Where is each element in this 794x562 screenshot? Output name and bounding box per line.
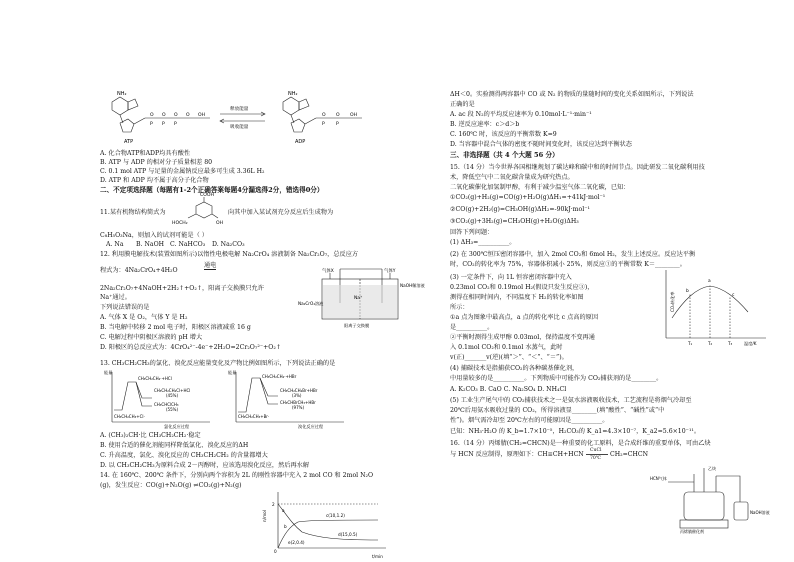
q11-oh: OH: [216, 221, 224, 226]
q15-t2: T₂: [708, 341, 713, 346]
q15-point-c: c: [732, 293, 735, 298]
svg-text:P: P: [162, 122, 165, 127]
q10-option-d: D. ATP 和 ADP 均不属于高分子化合物: [100, 177, 209, 184]
q15-p5d: 已知：NH₃·H₂O 的 K_b=1.7×10⁻⁵，H₂CO₃的 K_a1=4.3×10⁻⁷，K_a2=5.6×10⁻¹¹。: [450, 428, 701, 435]
svg-text:OH: OH: [350, 113, 358, 118]
fig1-ylabel: 能量: [104, 370, 113, 375]
q16-fig-naoh: NaOH溶液: [750, 510, 770, 515]
q12-option-d: D. 阳极区的总反应式为：4CrO₄²⁻-4e⁻+2H₂O=2Cr₂O₇²⁻+O₂↑: [100, 344, 282, 351]
svg-text:O: O: [186, 113, 190, 118]
q14-graph: [262, 490, 388, 560]
q11-line1b: 向其中加入某试剂充分反应后生成物为: [228, 209, 334, 216]
q13-option-d: D. 以 CH₃CH₂CH₃为原料合成 2－丙醇时，应该选用溴化反应，然后再水解: [100, 462, 310, 469]
q14-option-a: A. ac 段 N₂的平均反应速率为 0.10mol·L⁻¹·min⁻¹: [450, 111, 592, 118]
svg-text:O: O: [336, 113, 340, 118]
co2-conversion-graph: [650, 268, 770, 348]
adp-nh2: NH₂: [288, 91, 298, 97]
bromination-energy-figure: [228, 370, 348, 430]
q14-option-d: D. 当容器中混合气体的密度不随时间变化时，该反应达到平衡状态: [450, 141, 632, 148]
fig2-start: CH₃CH₂CH₃+Br·: [238, 414, 270, 419]
q15-p5a: (5) 工业生产尾气中的 CO₂捕获技术之一是氨水溶液吸收技术，工艺流程是将烟气冷却至: [450, 397, 692, 404]
q15-point-a: a: [708, 279, 711, 284]
q11-option-c: C. NaHCO₃: [170, 241, 206, 248]
q12-line1: 12. 利用膜电解技术(装置如图所示)以惰性电极电解 Na₂CrO₄ 溶液制备 Na₂Cr₂O₇，总反应方: [100, 251, 359, 258]
q11-option-a: A. Na: [106, 241, 124, 248]
q16-l2: 与 HCN 反应制得，原理如下：CH≡CH+HCN: [450, 451, 584, 458]
section-2-heading: 二、不定项选择题（每题有1-2个正确答案每题4分漏选得2分，错选得0分）: [100, 186, 324, 194]
q15-eq1: ①CO₂(g)+H₂(g)=CO(g)+H₂O(g)ΔH₁=+41kJ·mol⁻¹: [450, 194, 606, 201]
q15-t3: T₃: [728, 341, 733, 346]
svg-text:COOH: COOH: [200, 193, 214, 198]
q13-option-b: B. 使用合适的催化剂能同样降低氯化、溴化反应的ΔH: [100, 442, 249, 449]
q16-cond2: 70℃: [590, 456, 601, 461]
chlorination-energy-figure: [104, 370, 214, 430]
atp-label: ATP: [124, 139, 134, 145]
section-3-heading: 三、非选择题（共 4 个大题 56 分）: [450, 151, 559, 159]
q15-l4: 回答下列问题：: [450, 229, 494, 236]
q15-xlabel: 温度/K: [744, 341, 757, 346]
na-ion-label: Na⁺: [354, 296, 363, 301]
atp-nh2: NH₂: [117, 91, 127, 97]
fig1-p2b: (55%): [166, 407, 179, 412]
fig2-p2: CH₃CHBrCH₃+HBr: [280, 400, 316, 405]
arrow-bottom-label: 吸收能量: [230, 125, 249, 130]
q16-fig-caption: 丙烯腈催化剂: [680, 529, 704, 534]
q15-p3a: (3) 一定条件下，向 1L 恒容密闭容器中充入: [450, 274, 572, 281]
q10-option-b: B. ATP 与 ADP 的相对分子质量相差 80: [100, 159, 213, 166]
q15-opts: A. K₂CO₃ B. CaO C. Na₂SO₄ D. NH₄Cl: [450, 386, 567, 393]
r-line2: 正确的是: [450, 101, 475, 108]
fig1-top: CH₃CH₂CH₂·+HCl: [138, 376, 172, 381]
q10-option-a: A. 化合物ATP和ADP均具有酸性: [100, 150, 191, 157]
q15-p3g: ②平衡时测得生成甲醇 0.03mol，保持温度不变再通: [450, 334, 595, 341]
svg-text:O: O: [162, 113, 166, 118]
q15-l2: 术，降低空气中二氧化碳含量成为研究热点。: [450, 174, 574, 181]
q15-p3b: 0.23mol CO₂和 0.19mol H₂(假设只发生反应③)，: [450, 284, 594, 291]
q15-l1: 15.（14 分）当今世界各国相继规划了碳达峰和碳中和的时间节点。因此研发二氧化碳利用技: [450, 164, 705, 171]
fig1-p1: CH₃CH₂CH₂Cl+HCl: [154, 388, 191, 393]
q11-option-d: D. Na₂CO₃: [212, 241, 245, 248]
r-line1: ΔH＜0。实验测得两容器中 CO 或 N₂ 的物质的量随时间的变化关系如图所示，下列说法: [450, 91, 694, 98]
q14-ymark: 2: [272, 502, 275, 507]
fig2-xlabel: 溴化反应过程: [298, 424, 324, 429]
q15-p1: (1) ΔH₃=__________。: [450, 239, 516, 246]
q10-option-c: C. 0.1 mol ATP 与足量的金属钠反应最多可生成 3.36L H₂: [100, 168, 265, 175]
q14-c: c(10,1.2): [326, 513, 345, 518]
svg-text:P: P: [322, 122, 325, 127]
q16-fig-hcn: HCN气体: [650, 476, 667, 481]
fig2-ylabel: 能量: [228, 370, 237, 375]
q15-p2b: 时，CO₂的转化率为 75%，容器体积减小 25%，则反应①的平衡常数 K＝________。: [450, 261, 686, 268]
svg-text:O: O: [150, 113, 154, 118]
q16-fig-acetylene: 乙炔: [708, 466, 716, 471]
q12-line4: Na⁺通过。: [100, 294, 131, 301]
q12-option-c: C. 电解过程中阴极区溶液的 pH 增大: [100, 334, 203, 341]
q14-origin: 0: [274, 549, 277, 554]
electrolysis-figure: [298, 263, 425, 333]
q15-p4b: 中用量较多的是__________。下列物质中可能作为 CO₂捕获剂的是________。: [450, 375, 663, 382]
q15-eq3: ③CO₂(g)+3H₂(g)=CH₃OH(g)+H₂O(g)ΔH₃: [450, 218, 579, 225]
q15-p3d: 所示：: [450, 304, 469, 311]
q12-line2: 程式为：4Na₂CrO₄+4H₂O: [100, 267, 178, 274]
svg-text:P: P: [336, 122, 339, 127]
q15-point-b: b: [686, 289, 689, 294]
q13-line1: 13. CH₃CH₂CH₃的氯化、溴化反应能量变化及产物比例如图所示，下列说法正确的是: [100, 360, 336, 367]
q14-line2: (g)，发生反应：CO(g)+N₂O(g) ⇌CO₂(g)+N₂(g): [100, 482, 242, 489]
fig1-p2: CH₃CHClCH₃: [154, 402, 179, 407]
q13-option-c: C. 升高温度，氯化、溴化反应的 CH₃CH₂CH₂ 的含量都增大: [100, 452, 268, 459]
q15-p3h: 入 0.1mol CO₂和 0.1mol 水蒸气，此时: [450, 344, 563, 351]
svg-text:O: O: [174, 113, 178, 118]
membrane-label: 阳离子交换膜: [344, 323, 370, 328]
q12-line3: 2Na₂Cr₂O₇+4NaOH+2H₂↑+O₂↑，阳离子交换膜只允许: [100, 285, 264, 292]
q11-hoch2: HOCH₂: [172, 221, 188, 226]
q14-a: a: [282, 508, 285, 513]
q15-p5c: 性”)。烟气需冷却至 20℃左右的可能原因是__________。: [450, 417, 609, 424]
fig2-p2b: (97%): [292, 405, 305, 410]
fig1-start: CH₃CH₂CH₃+Cl·: [114, 414, 145, 419]
q14-option-b: B. 逆反应速率：c＞d＞b: [450, 121, 520, 128]
q16-cond: CuCl: [590, 448, 602, 453]
q12-arrow-cond: 通电: [204, 262, 217, 269]
q12-option-a: A. 气体 X 是 O₂，气体 Y 是 H₂: [100, 314, 188, 321]
right-solution-label: NaOH稀溶液: [400, 283, 425, 288]
fig2-top: CH₃CH₂CH₂·+HBr: [262, 374, 297, 379]
q15-p3e: ①a 点为图象中最高点，a 点的转化率比 c 点高的原因: [450, 314, 599, 321]
q11-line2: C₈H₅O₃Na，则加入的试剂可能是（ ）: [100, 232, 208, 239]
q14-ylabel: n/mol: [262, 510, 267, 522]
fig2-p1b: (3%): [292, 393, 302, 398]
q14-option-c: C. 160℃ 时，该反应的平衡常数 K=9: [450, 131, 557, 138]
q15-p3c: 测得在相同时间内，不同温度下 H₂的转化率如图: [450, 294, 584, 301]
q11-line1: 11.某有机物结构简式为: [100, 209, 166, 216]
q11-option-b: B. NaOH: [136, 241, 165, 248]
q16-apparatus: [650, 462, 780, 534]
q16-l2b: CH₂=CHCN: [610, 451, 649, 458]
svg-text:P: P: [150, 122, 153, 127]
q14-e: e(2,0.4): [288, 540, 305, 545]
q15-l3: 二氧化碳催化加氢制甲醇，有利于减少温室气体二氧化碳，已知：: [450, 184, 630, 191]
gas-x-label: 气体X: [322, 269, 334, 274]
q15-t1: T₁: [688, 341, 693, 346]
q15-p5b: 20℃后用氨水吸收过量的 CO₂，所得溶液显________(填“酸性”、“碱性”或“中: [450, 407, 665, 414]
fig2-p1: CH₃CH₂CH₂Br+HBr: [280, 388, 318, 393]
q15-p2a: (2) 在 300℃恒压密闭容器中，加入 2mol CO₂和 6mol H₂，发生上述反应。反应达平衡: [450, 251, 696, 258]
left-solution-label: Na₂CrO₄溶液: [298, 301, 324, 306]
q14-d: d(15,0.5): [338, 532, 358, 537]
q14-line1: 14. 在 160℃、200℃ 条件下，分别向两个容积为 2L 的刚性容器中充入 2 mol CO 和 2mol N₂O: [100, 472, 374, 479]
adp-label: ADP: [295, 139, 306, 145]
q15-eq2: ②CO(g)+2H₂(g)=CH₃OH(g)ΔH₂=-90kJ·mol⁻¹: [450, 206, 590, 213]
q12-option-b: B. 当电解中转移 2 mol 电子时，阳极区溶液减重 16 g: [100, 324, 251, 331]
svg-text:O: O: [322, 113, 326, 118]
svg-text:P: P: [174, 122, 177, 127]
fig1-p1b: (45%): [166, 393, 179, 398]
q11-structure: [172, 193, 226, 230]
q16-l1: 16.（14 分）丙烯腈(CH₂=CHCN)是一种重要的化工原料，是合成纤维的重要单体，可由乙炔: [450, 440, 711, 447]
arrow-top-label: 释放能量: [230, 107, 249, 112]
q15-p3f: 是__________。: [450, 324, 494, 331]
q15-p3i: v(正)_______v(逆)(填“＞”、“＜”、“＝”)。: [450, 354, 568, 361]
atp-adp-diagram: [100, 88, 422, 150]
svg-text:OH: OH: [198, 113, 206, 118]
q13-option-a: A. (CH₃)₂CH·比 CH₃CH₂CH₂·稳定: [100, 432, 201, 439]
q15-p4a: (4) 捕碳技术是指捕获CO₂的各种碳基催化剂，: [450, 365, 579, 372]
fig1-xlabel: 氯化反应过程: [164, 424, 190, 429]
q15-ylabel: CO₂转化率: [670, 291, 675, 312]
q12-line5: 下列说法错误的是: [100, 304, 150, 311]
q14-xlabel: t/min: [372, 554, 383, 559]
q14-b: b: [284, 524, 287, 529]
gas-y-label: 气体Y: [384, 269, 396, 274]
